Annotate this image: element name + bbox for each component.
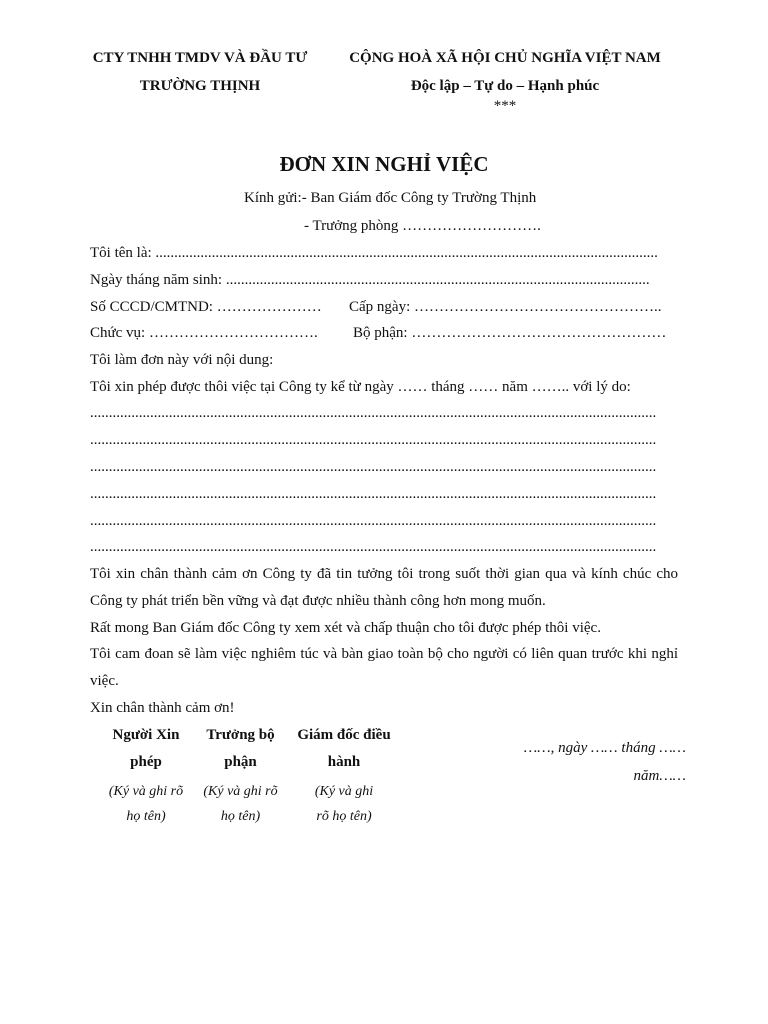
- reason-line: .......................................................................................................................................................: [90, 486, 657, 502]
- recipient-line-1: Kính gửi:- Ban Giám đốc Công ty Trường Thịnh: [244, 190, 537, 206]
- field-position: Chức vụ: …………………………….: [90, 325, 318, 341]
- nation-line-2: Độc lập – Tự do – Hạnh phúc: [410, 78, 600, 94]
- field-dob: Ngày tháng năm sinh: .................................................................................................................: [90, 272, 650, 288]
- body-thanks: Tôi xin chân thành cảm ơn Công ty đã tin tưởng tôi trong suốt thời gian qua và kính chúc cho Công ty phát triển bền vững và đạt được nhiều thành công hơn mong muốn.: [90, 566, 678, 609]
- recipient-line-2: - Trưởng phòng ……………………….: [304, 218, 541, 234]
- body-hope: Rất mong Ban Giám đốc Công ty xem xét và chấp thuận cho tôi được phép thôi việc.: [90, 620, 601, 636]
- signature-note: (Ký và ghi rõ họ tên): [314, 784, 374, 824]
- nation-line-1: CỘNG HOÀ XÃ HỘI CHỦ NGHĨA VIỆT NAM: [349, 50, 661, 66]
- body-intro: Tôi làm đơn này với nội dung:: [90, 352, 274, 368]
- signature-director: [289, 722, 399, 829]
- signature-title: Người Xin phép: [112, 727, 180, 770]
- signature-note: (Ký và ghi rõ họ tên): [108, 784, 184, 824]
- company-line-2: TRƯỜNG THỊNH: [139, 78, 261, 94]
- field-department: Bộ phận: ……………………………………………: [353, 325, 667, 341]
- signature-applicant: [100, 722, 192, 829]
- reason-line: .......................................................................................................................................................: [90, 513, 657, 529]
- field-id-number: Số CCCD/CMTND: …………………: [90, 299, 322, 315]
- reason-line: .......................................................................................................................................................: [90, 459, 657, 475]
- national-header: [330, 44, 680, 100]
- signature-note: (Ký và ghi rõ họ tên): [203, 784, 278, 824]
- body-commit: Tôi cam đoan sẽ làm việc nghiêm túc và bàn giao toàn bộ cho người có liên quan trước khi nghỉ việc.: [90, 646, 678, 689]
- signature-department-head: [193, 722, 288, 829]
- reason-line: .......................................................................................................................................................: [90, 432, 657, 448]
- header-stars: ***: [493, 98, 517, 114]
- field-name: Tôi tên là: ......................................................................................................................................: [90, 245, 658, 261]
- company-line-1: CTY TNHH TMDV VÀ ĐẦU TƯ: [92, 50, 308, 66]
- reason-line: .......................................................................................................................................................: [90, 539, 657, 555]
- signature-title: Giám đốc điều hành: [297, 727, 391, 770]
- field-issue-date: Cấp ngày: …………………………………………..: [349, 299, 662, 315]
- body-closing: Xin chân thành cảm ơn!: [90, 700, 235, 716]
- reason-line: .......................................................................................................................................................: [90, 405, 657, 421]
- signature-title: Trưởng bộ phận: [206, 727, 275, 770]
- company-name: [80, 44, 320, 100]
- date-line: ……, ngày …… tháng …… năm……: [523, 740, 686, 784]
- document-title: ĐƠN XIN NGHỈ VIỆC: [279, 152, 489, 176]
- body-request: Tôi xin phép được thôi việc tại Công ty kể từ ngày …… tháng …… năm …….. với lý do:: [90, 379, 631, 395]
